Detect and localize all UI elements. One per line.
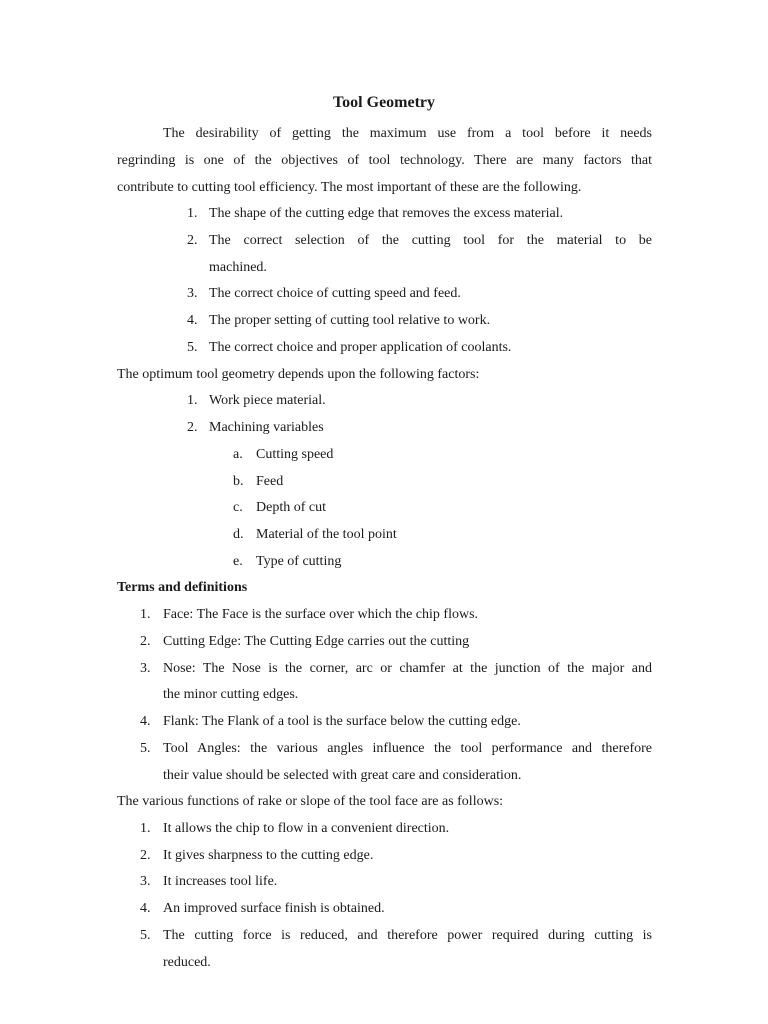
- list-item: Feed: [256, 474, 284, 489]
- list-number: 2.: [140, 634, 151, 649]
- list-number: 1.: [140, 821, 151, 836]
- list-item: Machining variables: [209, 420, 324, 435]
- list-letter: e.: [233, 554, 243, 569]
- list-item: Type of cutting: [256, 554, 342, 569]
- list-item: Material of the tool point: [256, 527, 397, 542]
- list-number: 3.: [140, 661, 151, 676]
- list-number: 3.: [140, 874, 151, 889]
- list-number: 2.: [187, 233, 198, 248]
- list-item: Depth of cut: [256, 500, 326, 515]
- list-item: The cutting force is reduced, and therefore power required during cutting is: [163, 928, 652, 943]
- list-number: 1.: [187, 393, 198, 408]
- rake-intro: The various functions of rake or slope of the tool face are as follows:: [117, 794, 504, 809]
- list-item: Face: The Face is the surface over which the chip flows.: [163, 607, 479, 622]
- list-number: 2.: [187, 420, 198, 435]
- list-item-continuation: their value should be selected with great care and consideration.: [163, 768, 522, 783]
- list-item: The correct choice and proper application of coolants.: [209, 340, 512, 355]
- list-number: 3.: [187, 286, 198, 301]
- list-item: An improved surface finish is obtained.: [163, 901, 385, 916]
- list-item-continuation: reduced.: [163, 955, 211, 970]
- list-item: Cutting Edge: The Cutting Edge carries out the cutting: [163, 634, 470, 649]
- page-title: Tool Geometry: [332, 94, 436, 111]
- list-number: 5.: [140, 928, 151, 943]
- list-item: The correct selection of the cutting tool for the material to be: [209, 233, 652, 248]
- list-item-continuation: the minor cutting edges.: [163, 687, 299, 702]
- intro-line-3: contribute to cutting tool efficiency. The most important of these are the following.: [117, 180, 582, 195]
- list-letter: c.: [233, 500, 243, 515]
- list-number: 4.: [140, 901, 151, 916]
- list-letter: a.: [233, 447, 243, 462]
- list-item: Flank: The Flank of a tool is the surface below the cutting edge.: [163, 714, 521, 729]
- list-number: 2.: [140, 848, 151, 863]
- list-item: Work piece material.: [209, 393, 326, 408]
- list-item: It allows the chip to flow in a convenient direction.: [163, 821, 450, 836]
- list-number: 4.: [140, 714, 151, 729]
- list-item: Tool Angles: the various angles influence the tool performance and therefore: [163, 741, 652, 756]
- list-letter: b.: [233, 474, 244, 489]
- list-letter: d.: [233, 527, 244, 542]
- list-item: It increases tool life.: [163, 874, 278, 889]
- list-item: The correct choice of cutting speed and feed.: [209, 286, 461, 301]
- list-number: 1.: [187, 206, 198, 221]
- optimum-intro: The optimum tool geometry depends upon the following factors:: [117, 367, 480, 382]
- list-item: Nose: The Nose is the corner, arc or chamfer at the junction of the major and: [163, 661, 652, 676]
- list-number: 5.: [140, 741, 151, 756]
- list-number: 4.: [187, 313, 198, 328]
- list-number: 1.: [140, 607, 151, 622]
- intro-line-1: The desirability of getting the maximum use from a tool before it needs: [163, 126, 652, 141]
- list-item: Cutting speed: [256, 447, 334, 462]
- intro-line-2: regrinding is one of the objectives of tool technology. There are many factors that: [117, 153, 652, 168]
- list-item: The shape of the cutting edge that removes the excess material.: [209, 206, 564, 221]
- list-item: It gives sharpness to the cutting edge.: [163, 848, 374, 863]
- list-item: The proper setting of cutting tool relative to work.: [209, 313, 491, 328]
- list-item-continuation: machined.: [209, 260, 267, 275]
- list-number: 5.: [187, 340, 198, 355]
- section-heading: Terms and definitions: [117, 580, 248, 595]
